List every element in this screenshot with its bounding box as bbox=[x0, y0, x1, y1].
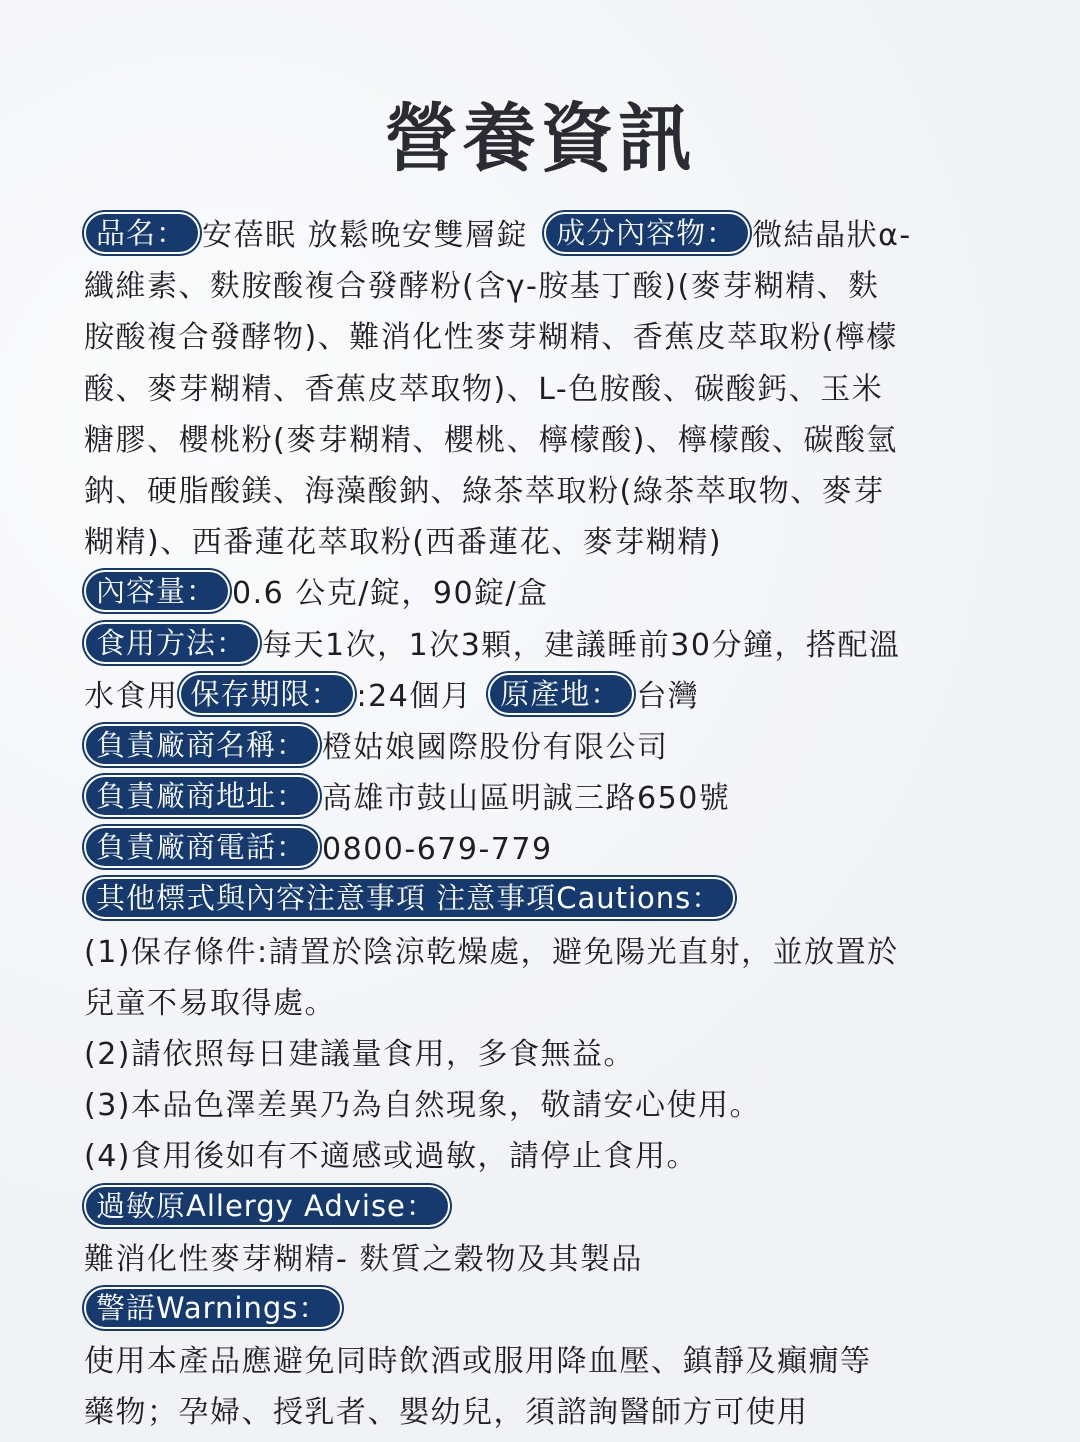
allergy-value: 難消化性麥芽糊精- 麩質之穀物及其製品 bbox=[84, 1241, 643, 1277]
company-phone-row bbox=[84, 824, 996, 875]
company-address-row bbox=[84, 773, 996, 824]
shelf-life-label: 保存期限： bbox=[179, 673, 355, 715]
ingredients-line: 鈉、硬脂酸鎂、海藻酸鈉、綠茶萃取粉(綠茶萃取物、麥芽 bbox=[84, 473, 885, 509]
usage-value-end: 水食用 bbox=[84, 678, 179, 714]
cautions-label: 其他標式與內容注意事項 注意事項Cautions： bbox=[84, 877, 735, 919]
ingredients-line: 酸、麥芽糊精、香蕉皮萃取物)、L-色胺酸、碳酸鈣、玉米 bbox=[84, 371, 884, 407]
allergy-label: 過敏原Allergy Advise： bbox=[84, 1185, 450, 1227]
origin-value: 台灣 bbox=[636, 678, 700, 714]
company-phone-label: 負責廠商電話： bbox=[84, 826, 320, 868]
page-title: 營養資訊 bbox=[384, 96, 696, 182]
usage-shelf-origin-row bbox=[84, 671, 996, 722]
product-name-row bbox=[84, 210, 996, 261]
allergy-header-row bbox=[84, 1183, 996, 1234]
caution-line: (1)保存條件:請置於陰涼乾燥處，避免陽光直射，並放置於 bbox=[84, 934, 899, 970]
warning-line: 使用本產品應避免同時飲酒或服用降血壓、鎮靜及癲癇等 bbox=[84, 1344, 872, 1380]
content-amount-label: 內容量： bbox=[84, 570, 230, 612]
origin-label: 原產地： bbox=[488, 673, 634, 715]
product-name-value: 安蓓眠 放鬆晚安雙層錠 bbox=[202, 218, 529, 253]
usage-label: 食用方法： bbox=[84, 622, 260, 664]
content-amount-row bbox=[84, 568, 996, 619]
warning-line: 藥物；孕婦、授乳者、嬰幼兒，須諮詢醫師方可使用 bbox=[84, 1395, 809, 1431]
caution-line: (2)請依照每日建議量食用，多食無益。 bbox=[84, 1037, 635, 1072]
company-address-label: 負責廠商地址： bbox=[84, 775, 320, 817]
company-name-value: 橙姑娘國際股份有限公司 bbox=[322, 729, 669, 765]
product-name-label: 品名： bbox=[84, 212, 200, 254]
ingredients-line: 糊精)、西番蓮花萃取粉(西番蓮花、麥芽糊精) bbox=[84, 525, 723, 561]
company-name-label: 負責廠商名稱： bbox=[84, 724, 320, 766]
ingredients-label: 成分內容物： bbox=[544, 212, 750, 254]
warnings-label: 警語Warnings： bbox=[84, 1287, 342, 1329]
cautions-header-row bbox=[84, 875, 996, 926]
company-name-row bbox=[84, 722, 996, 773]
ingredients-value-start: 微結晶狀α- bbox=[752, 218, 912, 253]
ingredients-line: 胺酸複合發酵物)、難消化性麥芽糊精、香蕉皮萃取粉(檸檬 bbox=[84, 320, 898, 356]
shelf-life-value: :24個月 bbox=[356, 678, 473, 714]
company-phone-value: 0800-679-779 bbox=[322, 832, 553, 868]
ingredients-line: 纖維素、麩胺酸複合發酵粉(含γ-胺基丁酸)(麥芽糊精、麩 bbox=[84, 269, 880, 305]
caution-line: 兒童不易取得處。 bbox=[84, 985, 336, 1021]
caution-line: (4)食用後如有不適感或過敏，請停止食用。 bbox=[84, 1139, 698, 1175]
caution-line: (3)本品色澤差異乃為自然現象，敬請安心使用。 bbox=[84, 1088, 761, 1124]
nutrition-info bbox=[84, 210, 996, 1439]
usage-value: 每天1次，1次3顆，建議睡前30分鐘，搭配溫 bbox=[262, 627, 901, 663]
company-address-value: 高雄市鼓山區明誠三路650號 bbox=[322, 781, 731, 817]
content-amount-value: 0.6 公克/錠，90錠/盒 bbox=[232, 576, 549, 612]
usage-row bbox=[84, 620, 996, 671]
ingredients-line: 糖膠、櫻桃粉(麥芽糊精、櫻桃、檸檬酸)、檸檬酸、碳酸氫 bbox=[84, 422, 898, 458]
warnings-header-row bbox=[84, 1285, 996, 1336]
